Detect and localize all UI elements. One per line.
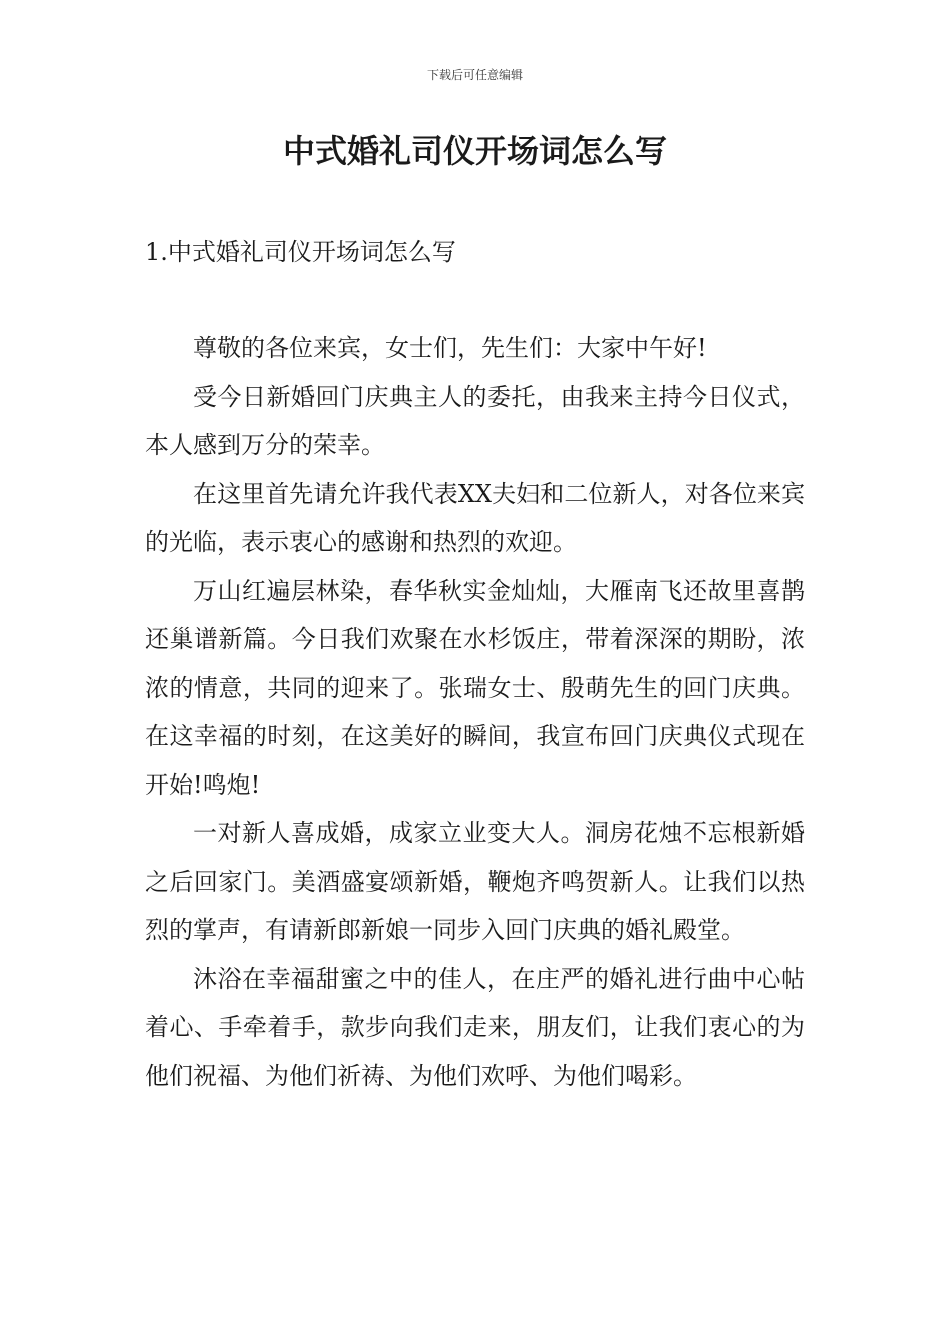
paragraph-welcome: 在这里首先请允许我代表XX夫妇和二位新人，对各位来宾的光临，表示衷心的感谢和热烈的欢迎。 (145, 479, 805, 556)
paragraph-entrance: 一对新人喜成婚，成家立业变大人。洞房花烛不忘根新婚之后回家门。美酒盛宴颂新婚，鞭炮齐鸣贺新人。让我们以热烈的掌声，有请新郎新娘一同步入回门庆典的婚礼殿堂。 (145, 819, 805, 944)
document-title: 中式婚礼司仪开场词怎么写 (282, 132, 667, 170)
paragraph-opening: 万山红遍层林染，春华秋实金灿灿，大雁南飞还故里喜鹊还巢谱新篇。今日我们欢聚在水杉饭庄，带着深深的期盼，浓浓的情意，共同的迎来了。张瑞女士、殷萌先生的回门庆典。在这幸福的时刻，在这美好的瞬间，我宣布回门庆典仪式现在开始!鸣炮! (145, 576, 805, 799)
paragraph-blessing: 沐浴在幸福甜蜜之中的佳人，在庄严的婚礼进行曲中心帖着心、手牵着手，款步向我们走来，朋友们，让我们衷心的为他们祝福、为他们祈祷、为他们欢呼、为他们喝彩。 (145, 964, 805, 1090)
paragraph-greeting: 尊敬的各位来宾，女士们，先生们：大家中午好! (193, 334, 707, 362)
document-body (145, 324, 805, 1100)
paragraph-introduction: 受今日新婚回门庆典主人的委托，由我来主持今日仪式，本人感到万分的荣幸。 (145, 382, 805, 459)
section-heading: 1.中式婚礼司仪开场词怎么写 (145, 238, 456, 266)
header-note: 下载后可任意编辑 (426, 68, 523, 82)
